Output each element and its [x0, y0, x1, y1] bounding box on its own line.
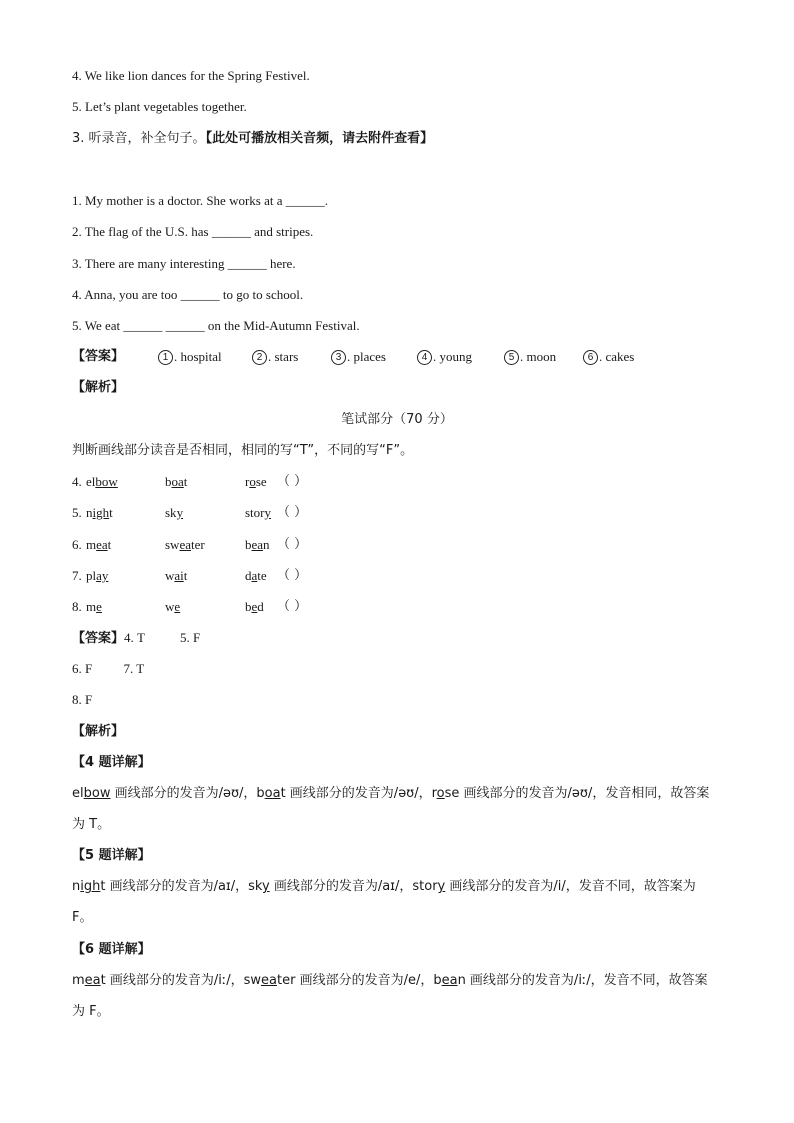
judge-instruction: 判断画线部分读音是否相同，相同的写“T”，不同的写“F”。	[72, 443, 414, 458]
judge-word-cell	[165, 504, 183, 522]
judge-word: elbow	[86, 474, 118, 489]
detail-text-line	[72, 972, 708, 990]
judge-row-number: 4.	[72, 474, 82, 489]
judge-word-cell	[86, 536, 111, 554]
audio-note[interactable]: 【此处可播放相关音频，请去附件查看】	[205, 131, 434, 146]
answer-8: 8. F	[72, 692, 93, 707]
judge-word: bed	[245, 599, 264, 614]
detail-heading: 【4 题详解】	[72, 755, 151, 770]
circled-number: 5	[504, 350, 519, 365]
judge-word-cell	[165, 567, 187, 585]
answer-blank[interactable]: （ ）	[277, 537, 308, 552]
judge-word-cell	[245, 504, 271, 522]
answer-text: . hospital	[174, 349, 222, 364]
judge-word-cell	[245, 567, 267, 585]
judge-row-number: 6.	[72, 537, 82, 552]
detail-conclusion: 为 T。	[72, 817, 111, 832]
detail-conclusion: 为 F。	[72, 1004, 110, 1019]
judge-word-cell	[86, 504, 113, 522]
judge-word: rose	[245, 474, 267, 489]
answer-text: . places	[347, 349, 386, 364]
analysis-label: 【解析】	[72, 380, 125, 395]
judge-word: night	[86, 505, 113, 520]
judge-word-cell	[165, 473, 187, 491]
judge-answer-line-1	[72, 629, 200, 648]
judge-word-cell	[165, 598, 180, 616]
judge-word-cell	[86, 567, 108, 585]
judge-word: play	[86, 568, 109, 583]
answer-item	[583, 348, 634, 366]
answer-4: 4. T	[124, 630, 145, 645]
answer-blank[interactable]: （ ）	[277, 505, 308, 520]
judge-word: wait	[165, 568, 188, 583]
sentence-4: 4. Anna, you are too ______ to go to school.	[72, 287, 304, 302]
circled-number: 1	[158, 350, 173, 365]
answer-item	[252, 348, 298, 366]
judge-word-cell	[165, 536, 205, 554]
judge-word: meat	[86, 537, 112, 552]
detail-text: elbow 画线部分的发音为/əʊ/，boat 画线部分的发音为/əʊ/，rose 画线部分的发音为/əʊ/，发音相同，故答案	[72, 786, 710, 801]
detail-heading: 【5 题详解】	[72, 848, 151, 863]
answer-6: 6. F	[72, 661, 93, 676]
detail-text-line	[72, 878, 696, 896]
judge-word-cell	[245, 536, 270, 554]
answer-label: 【答案】	[72, 631, 125, 646]
judge-word: me	[86, 599, 102, 614]
judge-word: we	[165, 599, 181, 614]
answer-item	[504, 348, 556, 366]
section-3-header	[72, 130, 433, 148]
intro-line-5: 5. Let’s plant vegetables together.	[72, 99, 247, 114]
sentence-2: 2. The flag of the U.S. has ______ and stripes.	[72, 224, 314, 239]
answer-7: 7. T	[123, 661, 145, 676]
answer-blank[interactable]: （ ）	[277, 599, 308, 614]
sentence-1: 1. My mother is a doctor. She works at a ______.	[72, 193, 328, 208]
circled-number: 2	[252, 350, 267, 365]
detail-text-line	[72, 785, 709, 803]
judge-word: date	[245, 568, 267, 583]
written-part-title: 笔试部分（70 分）	[341, 412, 453, 427]
circled-number: 6	[583, 350, 598, 365]
judge-word-cell	[245, 598, 264, 616]
section-instruction: 听录音，补全句子。	[88, 131, 206, 146]
judge-row-number: 5.	[72, 505, 82, 520]
answer-label: 【答案】	[72, 349, 125, 364]
detail-text: night 画线部分的发音为/aɪ/，sky 画线部分的发音为/aɪ/，story 画线部分的发音为/i/，发音不同，故答案为	[72, 879, 696, 894]
judge-row-number: 7.	[72, 568, 82, 583]
section-number: 3.	[72, 131, 85, 146]
answer-item	[331, 348, 386, 366]
circled-number: 4	[417, 350, 432, 365]
judge-row-number: 8.	[72, 599, 82, 614]
judge-word: boat	[165, 474, 188, 489]
judge-word: bean	[245, 537, 270, 552]
answer-item	[158, 348, 222, 366]
judge-word: sweater	[165, 537, 205, 552]
judge-word-cell	[245, 473, 267, 491]
judge-word-cell	[86, 598, 102, 616]
judge-word: sky	[165, 505, 184, 520]
intro-line-4: 4. We like lion dances for the Spring Festivel.	[72, 68, 310, 83]
answer-text: . cakes	[599, 349, 635, 364]
answer-text: . moon	[520, 349, 557, 364]
analysis-label-2: 【解析】	[72, 724, 125, 739]
answer-text: . stars	[268, 349, 299, 364]
judge-word: story	[245, 505, 271, 520]
sentence-3: 3. There are many interesting ______ here.	[72, 256, 296, 271]
judge-answer-line-2	[72, 660, 144, 678]
circled-number: 3	[331, 350, 346, 365]
detail-text: meat 画线部分的发音为/iː/，sweater 画线部分的发音为/e/，bean 画线部分的发音为/iː/，发音不同，故答案	[72, 973, 708, 988]
answer-blank[interactable]: （ ）	[277, 474, 308, 489]
answer-5: 5. F	[179, 630, 201, 645]
judge-word-cell	[86, 473, 118, 491]
answer-item	[417, 348, 472, 366]
answer-blank[interactable]: （ ）	[277, 568, 308, 583]
answer-text: . young	[433, 349, 472, 364]
detail-conclusion: F。	[72, 910, 93, 925]
sentence-5: 5. We eat ______ ______ on the Mid-Autumn Festival.	[72, 318, 360, 333]
detail-heading: 【6 题详解】	[72, 942, 151, 957]
